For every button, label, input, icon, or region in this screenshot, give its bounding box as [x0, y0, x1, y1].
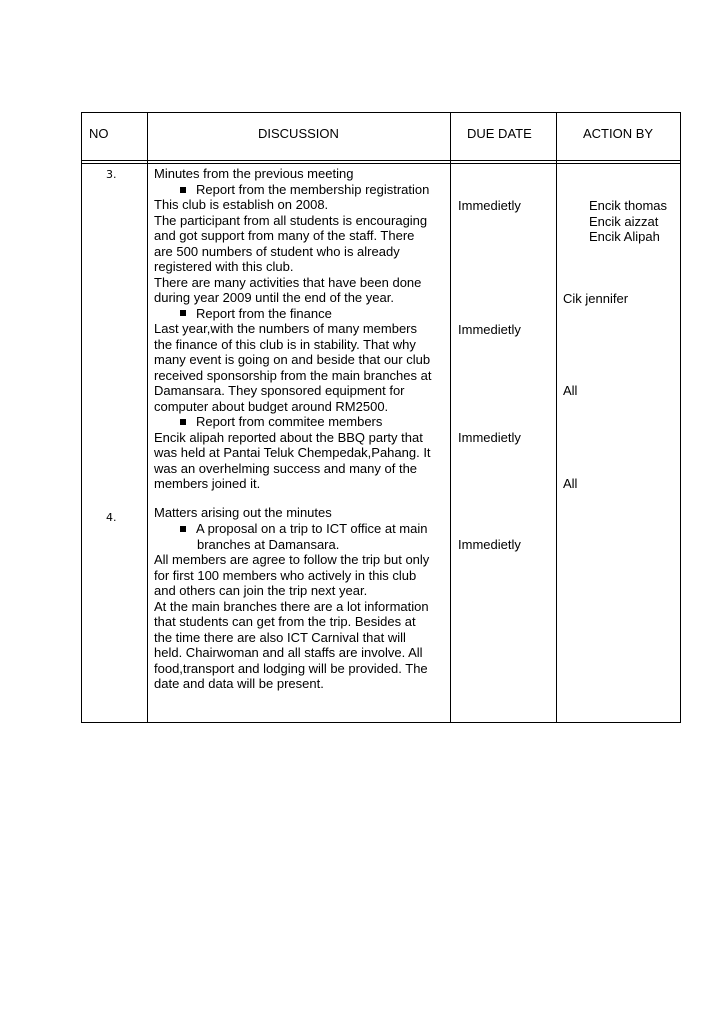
- discussion-line: branches at Damansara.: [197, 536, 340, 552]
- discussion-line: that students can get from the trip. Besides at: [154, 614, 416, 629]
- discussion-line: computer about budget around RM2500.: [154, 398, 389, 414]
- due-date: Immedietly: [458, 537, 521, 552]
- discussion-line: received sponsorship from the main branches at: [154, 367, 432, 383]
- table-left-border: [81, 112, 82, 723]
- discussion-bullet-line: [180, 306, 332, 322]
- column-divider-1: [147, 112, 148, 723]
- header-bottom-border-2: [81, 163, 681, 164]
- action-by: Encik thomas: [589, 198, 668, 213]
- table-bottom-border: [81, 722, 681, 723]
- discussion-bullet-line: [180, 414, 382, 430]
- discussion-line: Matters arising out the minutes: [154, 505, 332, 520]
- item-number: 4.: [106, 511, 117, 524]
- discussion-line: Damansara. They sponsored equipment for: [154, 383, 405, 398]
- action-by: Encik Alipah: [589, 229, 660, 244]
- discussion-line: The participant from all students is encouraging: [154, 212, 428, 228]
- discussion-line: At the main branches there are a lot information: [154, 598, 429, 614]
- bullet-text: Report from the finance: [196, 305, 332, 321]
- bullet-text: Report from the membership registration: [196, 182, 430, 197]
- discussion-line: Encik alipah reported about the BBQ party that: [154, 429, 423, 445]
- bullet-icon: [180, 187, 186, 193]
- discussion-line: was held at Pantai Teluk Chempedak,Pahang. It: [154, 445, 431, 460]
- header-discussion: DISCUSSION: [258, 126, 339, 141]
- action-by: Encik aizzat: [589, 213, 659, 229]
- action-by: All: [563, 476, 578, 491]
- discussion-line: Last year,with the numbers of many members: [154, 321, 418, 336]
- discussion-line: during year 2009 until the end of the year.: [154, 290, 394, 305]
- bullet-text: Report from commitee members: [196, 414, 383, 429]
- discussion-line: the time there are also ICT Carnival that will: [154, 629, 406, 645]
- header-bottom-border-1: [81, 160, 681, 161]
- due-date: Immedietly: [458, 198, 521, 213]
- discussion-line: members joined it.: [154, 476, 261, 491]
- discussion-line: There are many activities that have been done: [154, 274, 422, 290]
- header-due-date: DUE DATE: [467, 126, 532, 141]
- discussion-line: This club is establish on 2008.: [154, 197, 329, 212]
- column-divider-2: [450, 112, 451, 723]
- due-date: Immedietly: [458, 430, 521, 445]
- header-action-by: ACTION BY: [583, 126, 654, 141]
- bullet-text: A proposal on a trip to ICT office at main: [196, 521, 428, 536]
- discussion-line: the finance of this club is in stability. That why: [154, 336, 416, 352]
- discussion-line: food,transport and lodging will be provided. The: [154, 660, 428, 676]
- table-top-border: [81, 112, 681, 113]
- bullet-icon: [180, 526, 186, 532]
- bullet-icon: [180, 419, 186, 425]
- action-by: Cik jennifer: [563, 291, 629, 306]
- discussion-line: registered with this club.: [154, 259, 294, 274]
- bullet-icon: [180, 310, 186, 316]
- discussion-bullet-line: [180, 521, 427, 537]
- discussion-line: Minutes from the previous meeting: [154, 166, 354, 181]
- discussion-line: All members are agree to follow the trip but only: [154, 552, 430, 567]
- discussion-bullet-line: [180, 182, 429, 198]
- due-date: Immedietly: [458, 322, 521, 337]
- discussion-line: and others can join the trip next year.: [154, 583, 368, 598]
- item-number: 3.: [106, 168, 117, 181]
- discussion-line: for first 100 members who actively in this club: [154, 567, 417, 583]
- header-no: NO: [89, 126, 109, 141]
- column-divider-3: [556, 112, 557, 723]
- discussion-line: and got support from many of the staff. There: [154, 228, 415, 243]
- discussion-line: date and data will be present.: [154, 676, 324, 691]
- action-by: All: [563, 383, 578, 398]
- discussion-line: are 500 numbers of student who is already: [154, 243, 400, 259]
- discussion-line: was an overhelming success and many of the: [154, 460, 418, 476]
- table-right-border: [680, 112, 681, 723]
- discussion-line: many event is going on and beside that our club: [154, 352, 431, 367]
- discussion-line: held. Chairwoman and all staffs are involve. All: [154, 645, 423, 660]
